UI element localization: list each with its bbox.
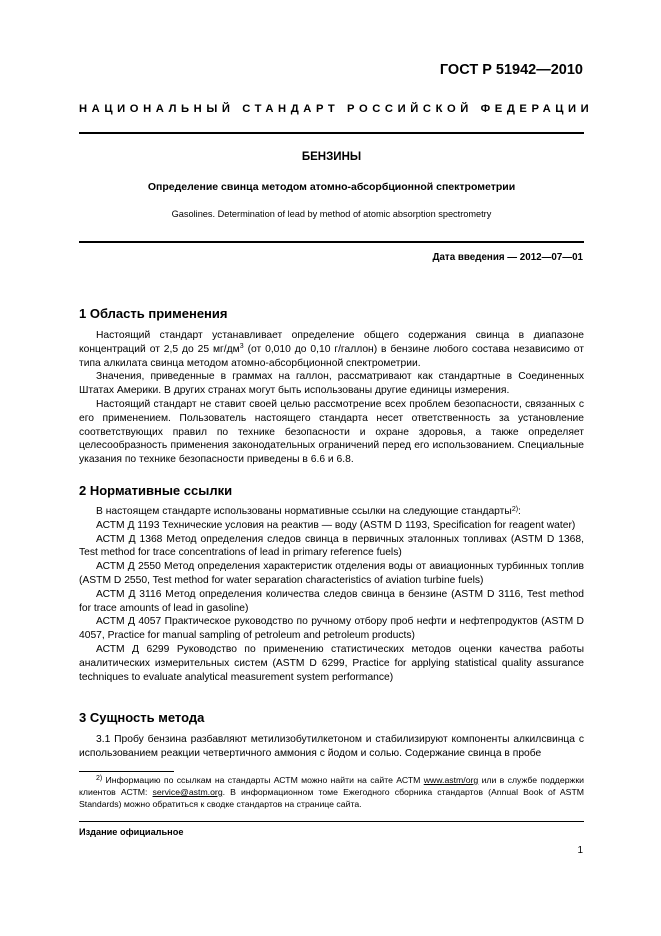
section-1-paragraph-3: Настоящий стандарт не ставит своей целью рассмотрение всех проблем безопасности, связанных с его применением. Пользователь настоящего стандарта несет ответственность за установление соответствующих правил по технике безопасности и охране здоровья, а также определяет целесообразность применения законодательных ограничений перед его использованием. Специальные указания по технике безопасности приведены в 6.6 и 6.8. bbox=[79, 398, 584, 466]
standard-subtitle: Определение свинца методом атомно-абсорбционной спектрометрии bbox=[147, 181, 516, 193]
title-divider bbox=[79, 241, 584, 243]
normative-reference: АСТМ Д 3116 Метод определения количества следов свинца в бензине (ASTM D 3116, Test method for trace amounts of lead in gasoline) bbox=[79, 588, 584, 614]
normative-reference: АСТМ Д 6299 Руководство по применению статистических методов оценки качества работы аналитических измерительных систем (ASTM D 6299, Practice for applying statistical quality assurance techniques to evaluate analytical measurement system performance) bbox=[79, 643, 584, 683]
astm-email-link[interactable]: service@astm.org bbox=[152, 786, 223, 797]
section-2-heading: 2 Нормативные ссылки bbox=[79, 483, 233, 498]
astm-website-link[interactable]: www.astm/org bbox=[423, 775, 479, 785]
section-2-body bbox=[79, 505, 584, 684]
official-edition-label: Издание официальное bbox=[79, 827, 184, 837]
normative-reference: АСТМ Д 1368 Метод определения следов свинца в первичных эталонных топливах (ASTM D 1368, Test method for trace concentrations of lead in primary reference fuels) bbox=[79, 533, 584, 559]
footnote: $^{2)}$ Информацию по ссылкам на стандарты АСТМ можно найти на сайте АСТМ www.astm/org или в службе поддержки клиентов АСТМ: service@astm.org. В информационном томе Ежегодного сборника стандартов (Annual Book of ASTM Standards) можно обратиться к сводке стандартов на странице сайта. bbox=[79, 774, 584, 809]
section-1-paragraph-1: Настоящий стандарт устанавливает определение общего содержания свинца в диапазоне концентраций от 2,5 до 25 $мг/дм^3$ (от 0,010 до 0,10 г/галлон) в бензине любого состава независимо от типа алкилата свинца методом атомно-абсорбционной спектрометрии. bbox=[79, 330, 584, 369]
section-2-intro: В настоящем стандарте использованы нормативные ссылки на следующие стандарты$^{2)}$: bbox=[96, 505, 521, 517]
normative-reference: АСТМ Д 2550 Метод определения характеристик отделения воды от авиационных турбинных топлив (ASTM D 2550, Test method for water separation characteristics of aviation turbine fuels) bbox=[79, 561, 584, 586]
section-3-heading: 3 Сущность метода bbox=[79, 710, 205, 725]
footnote-marker: 2) bbox=[96, 774, 103, 782]
section-1-paragraph-2: Значения, приведенные в граммах на галлон, рассматривают как стандартные в Соединенных Штатах Америки. В других странах могут быть использованы другие единицы измерения. bbox=[79, 371, 584, 397]
section-1-heading: 1 Область применения bbox=[79, 306, 228, 321]
footnote-divider bbox=[79, 771, 174, 772]
standard-title: БЕНЗИНЫ bbox=[301, 151, 362, 163]
section-3-body bbox=[79, 733, 584, 761]
bottom-divider bbox=[79, 821, 584, 822]
normative-reference: АСТМ Д 1193 Технические условия на реактив — воду (ASTM D 1193, Specification for reagent water) bbox=[96, 519, 576, 531]
section-1-body bbox=[79, 329, 584, 467]
normative-reference: АСТМ Д 4057 Практическое руководство по ручному отбору проб нефти и нефтепродуктов (ASTM D 4057, Practice for manual sampling of petroleum and petroleum products) bbox=[79, 616, 584, 642]
section-3-paragraph-1: 3.1 Пробу бензина разбавляют метилизобутилкетоном и стабилизируют компоненты алкилсвинца с использованием реакции четвертичного аммония с йодом и солью. Содержание свинца в пробе bbox=[79, 734, 584, 759]
standard-title-english: Gasolines. Determination of lead by method of atomic absorption spectrometry bbox=[171, 209, 492, 219]
page-number: 1 bbox=[577, 845, 583, 856]
national-standard-banner: НАЦИОНАЛЬНЫЙ СТАНДАРТ РОССИЙСКОЙ ФЕДЕРАЦИИ bbox=[79, 103, 594, 115]
top-divider bbox=[79, 132, 584, 134]
introduction-date: Дата введения — 2012—07—01 bbox=[432, 252, 583, 263]
document-code: ГОСТ Р 51942—2010 bbox=[439, 62, 583, 78]
